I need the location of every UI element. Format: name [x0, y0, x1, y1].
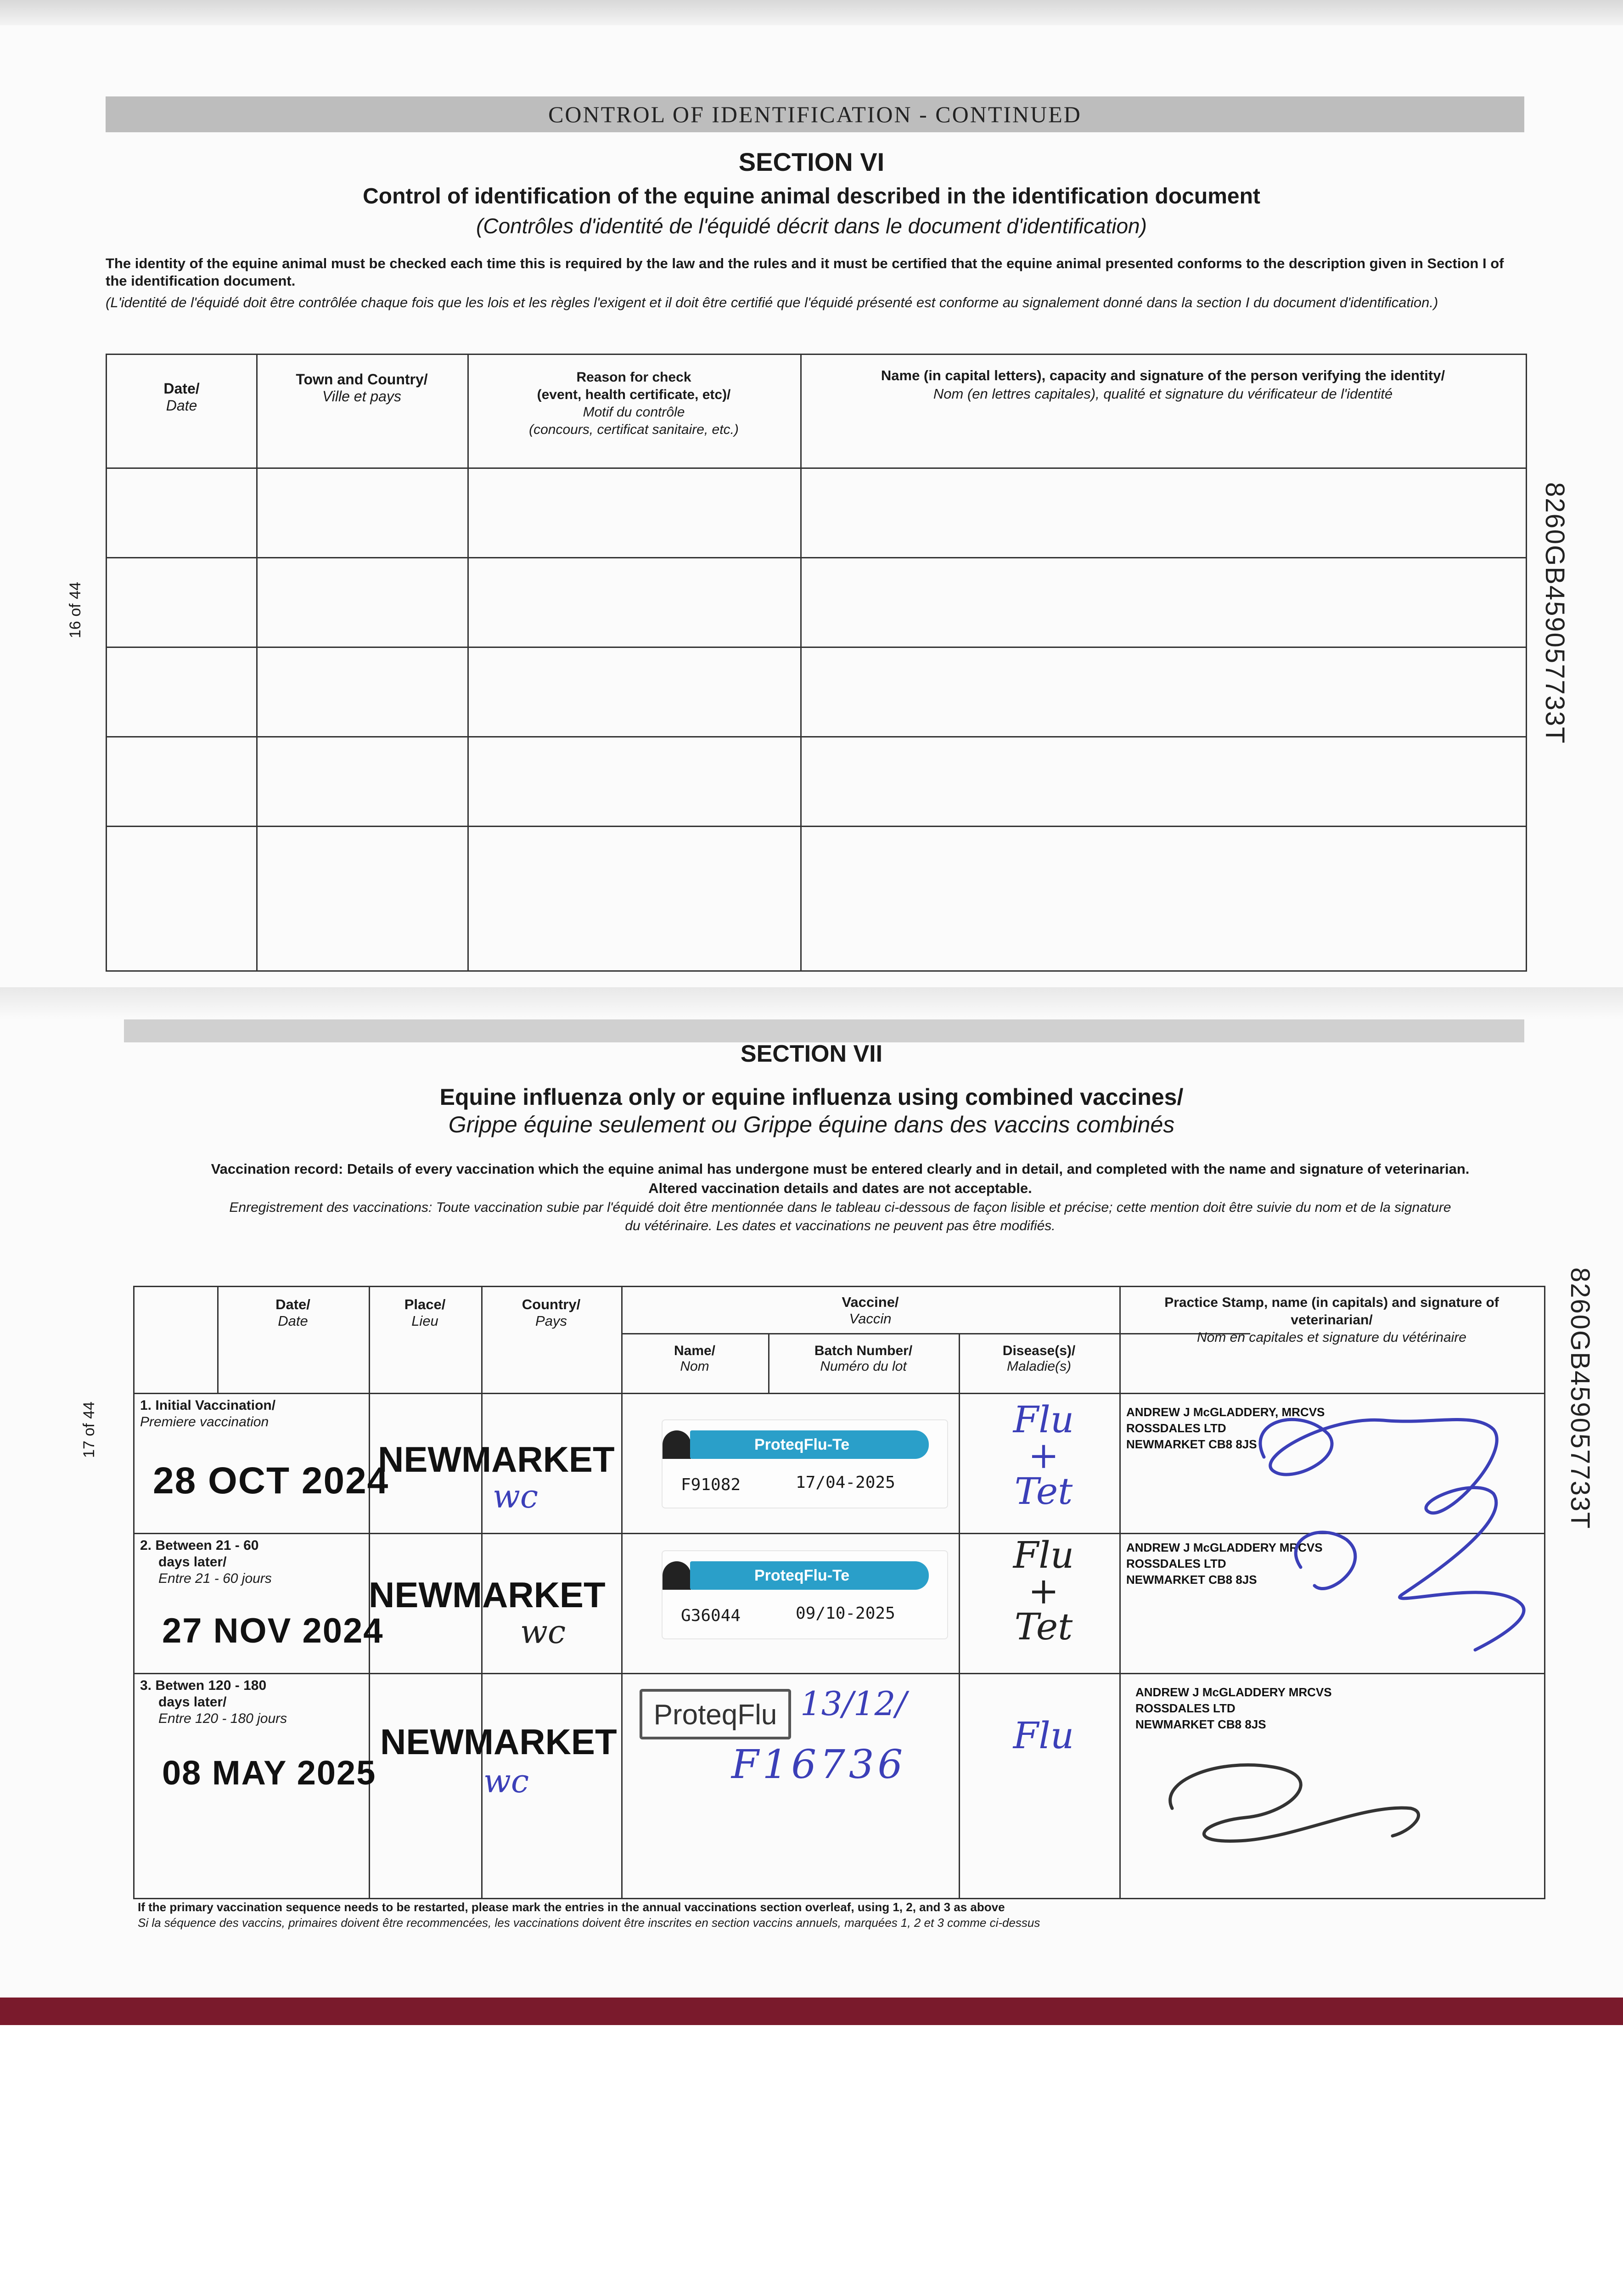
banner-text: CONTROL OF IDENTIFICATION - CONTINUED: [548, 101, 1082, 127]
hdr-place-en: Place/: [404, 1296, 446, 1312]
section-title-fr: (Contrôles d'identité de l'équidé décrit dans le document d'identification): [476, 214, 1147, 238]
row1-initials: wc: [493, 1478, 539, 1515]
section-vii-title-en: Equine influenza only or equine influenza using combined vaccines/: [439, 1084, 1184, 1110]
vet-signature-blue: [1236, 1402, 1549, 1659]
vet-signature-black: [1154, 1739, 1438, 1854]
section-vii-title-fr: Grippe équine seulement ou Grippe équine dans des vaccins combinés: [448, 1112, 1175, 1137]
col-date: [107, 380, 256, 414]
row2-disease-1: Flu: [1013, 1534, 1074, 1576]
row3-vet-practice: ROSSDALES LTD: [1135, 1701, 1236, 1716]
footnote-en: If the primary vaccination sequence needs to be restarted, please mark the entries in the annual vaccinations section overleaf, using 1, 2, and 3 as above: [138, 1900, 1005, 1914]
hdr-vaccine: [621, 1294, 1119, 1327]
footnote-fr: Si la séquence des vaccins, primaires doivent être recommencées, les vaccinations doivent être inscrites en section vaccins annuels, marquées 1, 2 et 3 comme ci-dessus: [138, 1916, 1040, 1930]
hdr-country-fr: Pays: [535, 1313, 567, 1329]
hdr-disease: [959, 1343, 1119, 1374]
row2-sticker-exp: 09/10-2025: [796, 1604, 895, 1623]
row3-disease-hand: [984, 1714, 1103, 1757]
hdr-date: [217, 1296, 369, 1329]
col-reason-en2: (event, health certificate, etc)/: [537, 387, 731, 402]
hdr-name-fr: Nom: [680, 1359, 709, 1374]
record-fr-1: Enregistrement des vaccinations: Toute vaccination subie par l'équidé doit être mentionnée dans le tableau ci-dessous de façon lisible et précise; cette mention doit être suivie du nom et de la signature: [229, 1200, 1451, 1215]
passport-id-bottom: 8260GB459057733T: [1565, 1267, 1595, 1530]
row3-batch-hand: F16736: [731, 1742, 907, 1788]
section-heading: SECTION VI: [738, 147, 885, 176]
row2-label-en: 2. Between 21 - 60: [140, 1538, 259, 1553]
row1-label-fr: Premiere vaccination: [140, 1414, 269, 1429]
hdr-batch: [768, 1343, 959, 1374]
col-verifier: [800, 366, 1526, 403]
row3-date-stamp: 08 MAY 2025: [162, 1754, 376, 1792]
row2-vet-town: NEWMARKET CB8 8JS: [1126, 1573, 1257, 1587]
row2-label-en2: days later/: [158, 1554, 227, 1570]
col-reason-en1: Reason for check: [576, 370, 691, 385]
record-fr-2: du vétérinaire. Les dates et vaccinations ne peuvent pas être modifiés.: [625, 1218, 1056, 1233]
row3-label: [140, 1677, 360, 1727]
hdr-batch-fr: Numéro du lot: [820, 1359, 907, 1374]
col-date-fr: Date: [166, 397, 197, 414]
row1-vaccine-sticker: [663, 1420, 947, 1508]
hdr-stamp-fr: Nom en capitales et signature du vétérinaire: [1197, 1330, 1466, 1345]
row3-vet-name: ANDREW J McGLADDERY MRCVS: [1135, 1685, 1332, 1699]
row2-label: [140, 1537, 360, 1587]
row2-sticker-brand: ProteqFlu-Te: [690, 1561, 929, 1590]
bottom-page: [0, 987, 1623, 1998]
row1-label-en: 1. Initial Vaccination/: [140, 1398, 276, 1413]
col-verifier-fr: Nom (en lettres capitales), qualité et signature du vérificateur de l'identité: [933, 386, 1393, 402]
row1-disease-3: Tet: [1014, 1470, 1073, 1513]
section-vii-heading: SECTION VII: [740, 1041, 883, 1067]
passport-cover-edge: [0, 1998, 1623, 2025]
row2-disease-hand: [984, 1534, 1103, 1648]
record-en-2: Altered vaccination details and dates are not acceptable.: [648, 1180, 1032, 1196]
passport-id-top: 8260GB459057733T: [1540, 482, 1570, 744]
row2-date-stamp: 27 NOV 2024: [162, 1611, 384, 1650]
hdr-place-fr: Lieu: [411, 1313, 438, 1329]
row3-place-stamp: NEWMARKET: [380, 1722, 617, 1762]
row1-disease-hand: [984, 1398, 1103, 1513]
row2-label-fr: Entre 21 - 60 jours: [158, 1571, 272, 1586]
page-number-17: 17 of 44: [80, 1401, 98, 1458]
intro-en: The identity of the equine animal must be checked each time this is required by the law and the rules and it must be certified that the equine animal presented conforms to the description given in Section I of the identification document.: [106, 255, 1504, 289]
row1-sticker-brand: ProteqFlu-Te: [690, 1430, 929, 1459]
col-town-fr: Ville et pays: [322, 388, 401, 405]
top-page: [0, 0, 1623, 987]
section-title-en: Control of identification of the equine animal described in the identification document: [363, 184, 1260, 208]
row3-initials: wc: [483, 1762, 529, 1800]
row3-label-en: 3. Betwen 120 - 180: [140, 1678, 267, 1693]
hdr-disease-en: Disease(s)/: [1002, 1343, 1076, 1358]
row1-disease-2: +: [1028, 1434, 1059, 1477]
row3-label-fr: Entre 120 - 180 jours: [158, 1711, 287, 1726]
row2-vaccine-sticker: [663, 1551, 947, 1638]
row3-vet-town: NEWMARKET CB8 8JS: [1135, 1717, 1266, 1732]
record-en-1: Vaccination record: Details of every vaccination which the equine animal has undergone must be entered clearly and in detail, and completed with the name and signature of veterinarian.: [211, 1161, 1470, 1177]
row2-brand-logo-icon: [663, 1561, 691, 1590]
hdr-date-en: Date/: [275, 1296, 310, 1312]
hdr-country-en: Country/: [522, 1296, 581, 1312]
row1-label: [140, 1397, 360, 1430]
row2-vet-name: ANDREW J McGLADDERY MRCVS: [1126, 1541, 1323, 1554]
row3-vet-stamp: [1135, 1684, 1332, 1733]
vaccination-table: [133, 1286, 1545, 1899]
hdr-date-fr: Date: [278, 1313, 308, 1329]
hdr-vaccine-en: Vaccine/: [842, 1294, 899, 1310]
row3-label-en2: days later/: [158, 1694, 227, 1710]
hdr-stamp-en2: veterinarian/: [1291, 1312, 1373, 1328]
hdr-name-en: Name/: [674, 1343, 716, 1358]
section-banner: [106, 96, 1524, 132]
row1-brand-logo-icon: [663, 1430, 691, 1459]
row2-place-stamp: NEWMARKET: [369, 1575, 606, 1615]
row2-disease-3: Tet: [1014, 1605, 1073, 1648]
hdr-vaccine-name: [621, 1343, 768, 1374]
row1-sticker-batch: F91082: [681, 1475, 741, 1494]
page-fold-shadow: [0, 987, 1623, 1019]
row1-vet-practice: ROSSDALES LTD: [1126, 1421, 1226, 1435]
hdr-batch-en: Batch Number/: [814, 1343, 913, 1358]
hdr-vaccine-fr: Vaccin: [849, 1311, 892, 1327]
col-verifier-en: Name (in capital letters), capacity and signature of the person verifying the identity/: [881, 367, 1445, 383]
row2-initials: wc: [520, 1613, 566, 1651]
col-reason-fr2: (concours, certificat sanitaire, etc.): [529, 422, 739, 437]
row1-vet-name: ANDREW J McGLADDERY, MRCVS: [1126, 1405, 1325, 1419]
col-date-en: Date/: [163, 380, 200, 397]
hdr-vet-stamp: [1119, 1294, 1544, 1346]
identification-check-table: [106, 354, 1527, 972]
hdr-place: [369, 1296, 481, 1329]
row2-vet-practice: ROSSDALES LTD: [1126, 1557, 1226, 1571]
row3-vaccine-stamp-box: [640, 1689, 791, 1739]
page-binding-edge: [0, 0, 1623, 25]
row1-vet-town: NEWMARKET CB8 8JS: [1126, 1437, 1257, 1452]
col-reason-fr1: Motif du contrôle: [583, 405, 685, 420]
scan-background: [0, 2025, 1623, 2296]
row1-sticker-exp: 17/04-2025: [796, 1473, 895, 1492]
row3-disease-1: Flu: [1013, 1714, 1074, 1757]
hdr-disease-fr: Maladie(s): [1006, 1359, 1072, 1374]
row1-date-stamp: 28 OCT 2024: [153, 1460, 389, 1502]
intro-fr: (L'identité de l'équidé doit être contrôlée chaque fois que les lois et les règles l'exigent et il doit être certifié que l'équidé présenté est conforme au signalement donné dans la section I du document d'identification.): [106, 294, 1438, 310]
row2-sticker-batch: G36044: [681, 1606, 741, 1625]
row1-place-stamp: NEWMARKET: [378, 1439, 615, 1480]
faded-banner: [124, 1019, 1524, 1042]
page-number-16: 16 of 44: [67, 582, 84, 638]
col-town: [256, 371, 467, 405]
row3-vaccine-name: ProteqFlu: [653, 1699, 777, 1731]
row1-disease-1: Flu: [1013, 1398, 1074, 1441]
hdr-country: [481, 1296, 621, 1329]
row3-expiry-hand: 13/12/: [800, 1684, 907, 1723]
hdr-stamp-en1: Practice Stamp, name (in capitals) and signature of: [1164, 1295, 1499, 1310]
col-reason: [467, 369, 800, 439]
row2-disease-2: +: [1028, 1570, 1059, 1612]
col-town-en: Town and Country/: [296, 371, 428, 388]
